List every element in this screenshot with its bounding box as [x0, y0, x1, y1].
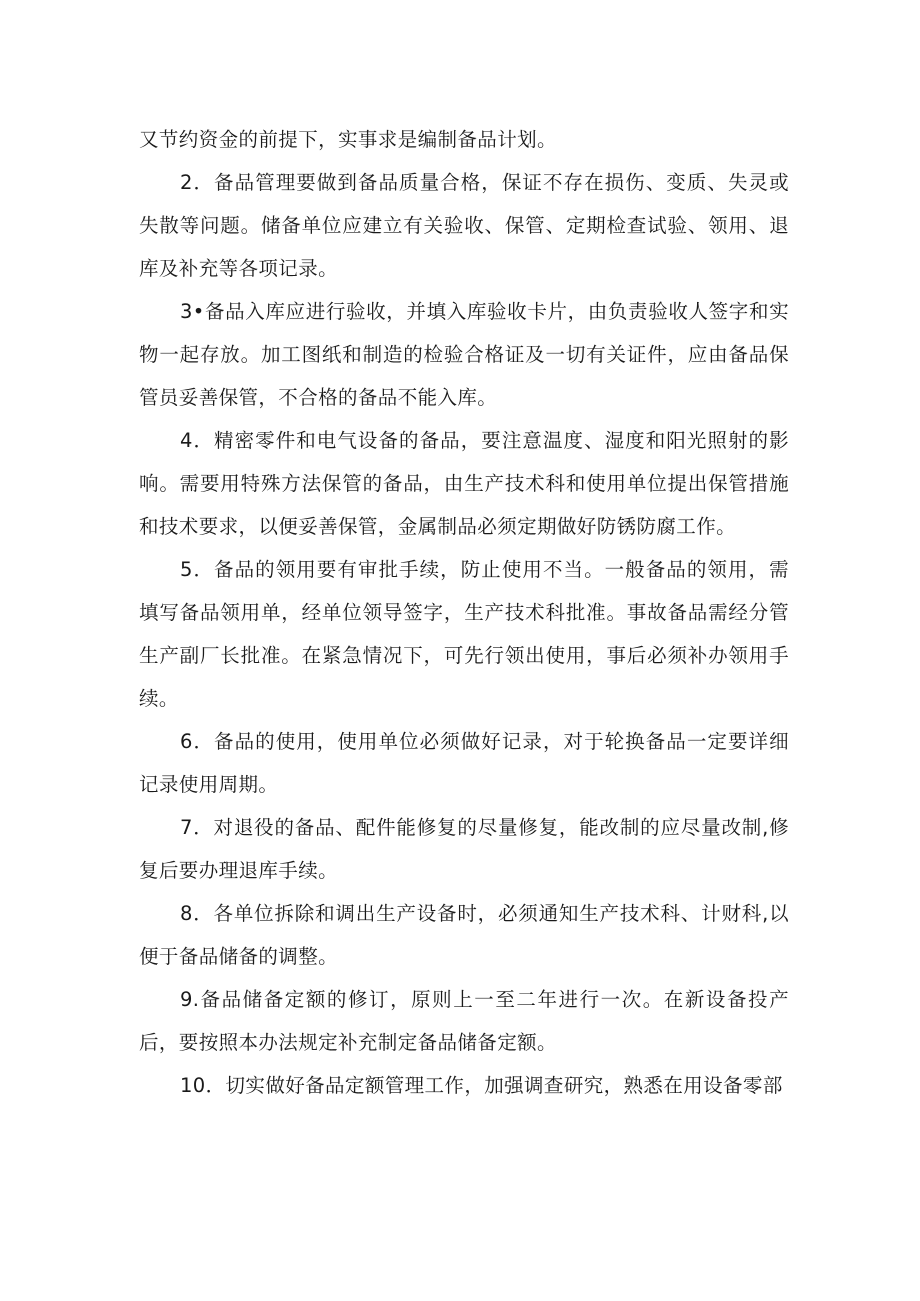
paragraph-item-4: 4．精密零件和电气设备的备品，要注意温度、湿度和阳光照射的影响。需要用特殊方法保管的备品，由生产技术科和使用单位提出保管措施和技术要求，以便妥善保管，金属制品必须定期做好防锈防腐工作。	[139, 429, 789, 538]
paragraph-item-7: 7．对退役的备品、配件能修复的尽量修复，能改制的应尽量改制,修复后要办理退库手续。	[139, 816, 789, 882]
paragraph-item-9: 9.备品储备定额的修订，原则上一至二年进行一次。在新设备投产后，要按照本办法规定补充制定备品储备定额。	[139, 988, 789, 1054]
paragraph-item-6: 6．备品的使用，使用单位必须做好记录，对于轮换备品一定要详细记录使用周期。	[139, 730, 789, 796]
document-body	[139, 118, 789, 1107]
paragraph-item-5: 5．备品的领用要有审批手续，防止使用不当。一般备品的领用，需填写备品领用单，经单位领导签字，生产技术科批准。事故备品需经分管生产副厂长批准。在紧急情况下，可先行领出使用，事后必须补办领用手续。	[139, 558, 789, 710]
paragraph-continuation: 又节约资金的前提下，实事求是编制备品计划。	[139, 128, 557, 151]
paragraph-item-10: 10．切实做好备品定额管理工作，加强调查研究，熟悉在用设备零部	[180, 1074, 783, 1097]
paragraph-item-2: 2．备品管理要做到备品质量合格，保证不存在损伤、变质、失灵或失散等问题。储备单位应建立有关验收、保管、定期检查试验、领用、退库及补充等各项记录。	[139, 171, 789, 280]
paragraph-item-8: 8．各单位拆除和调出生产设备时，必须通知生产技术科、计财科,以便于备品储备的调整。	[139, 902, 789, 968]
paragraph-item-3: 3•备品入库应进行验收，并填入库验收卡片，由负责验收人签字和实物一起存放。加工图纸和制造的检验合格证及一切有关证件，应由备品保管员妥善保管，不合格的备品不能入库。	[139, 300, 789, 409]
